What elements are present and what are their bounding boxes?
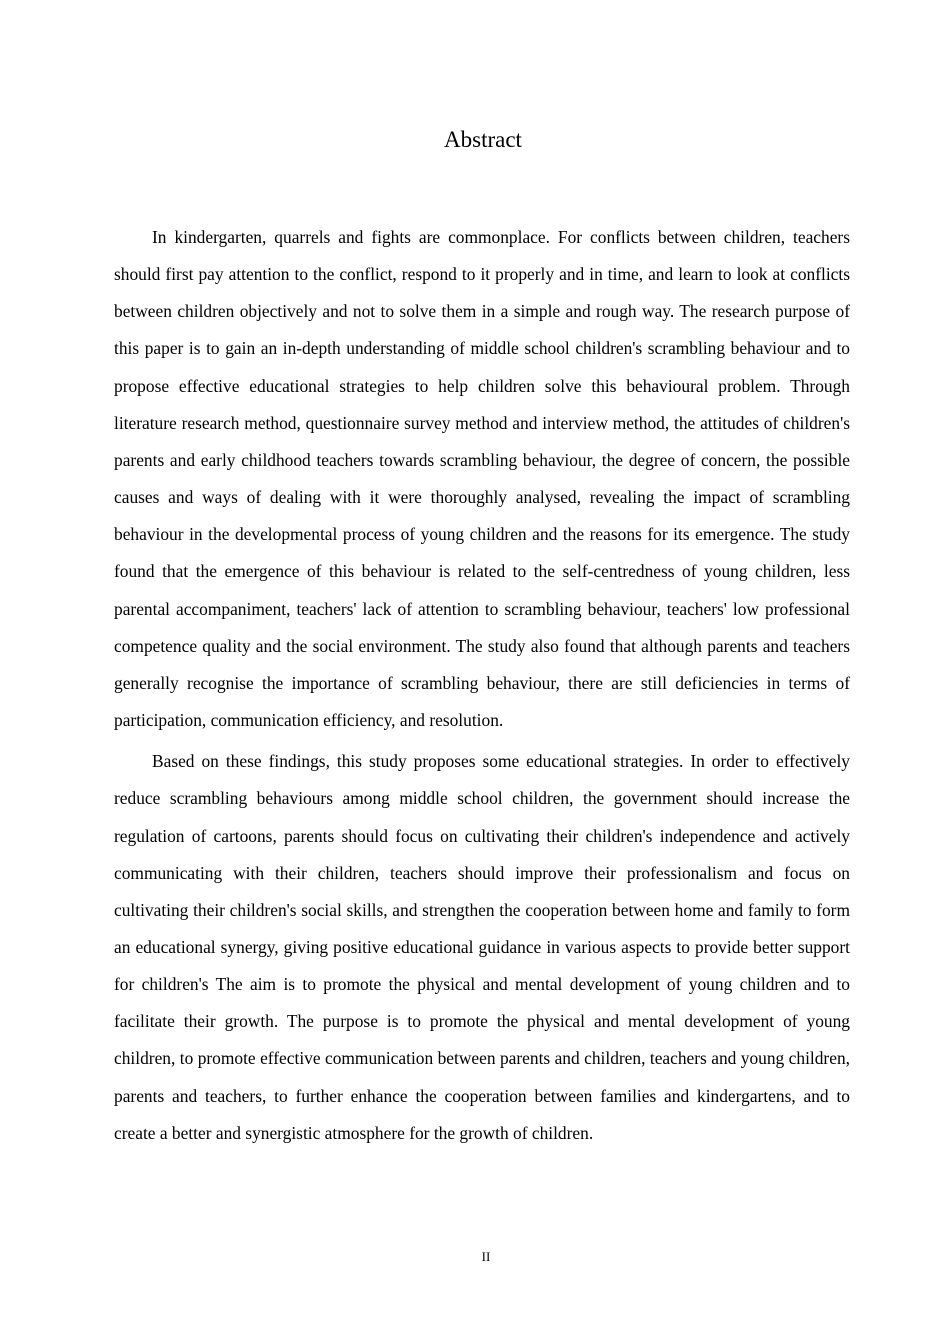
abstract-paragraph-2: Based on these findings, this study proposes some educational strategies. In order to effectively reduce scrambling behaviours among middle school children, the government should increase the regulation of cartoons, parents should focus on cultivating their children's independence and actively communicating with their children, teachers should improve their professionalism and focus on cultivating their children's social skills, and strengthen the cooperation between home and family to form an educational synergy, giving positive educational guidance in various aspects to provide better support for children's The aim is to promote the physical and mental development of young children and to facilitate their growth. The purpose is to promote the physical and mental development of young children, to promote effective communication between parents and children, teachers and young children, parents and teachers, to further enhance the cooperation between families and kindergartens, and to create a better and synergistic atmosphere for the growth of children. xyxy=(114,751,850,1143)
abstract-body xyxy=(114,219,850,1152)
abstract-title: Abstract xyxy=(444,127,522,152)
abstract-paragraph-1: In kindergarten, quarrels and fights are commonplace. For conflicts between children, teachers should first pay attention to the conflict, respond to it properly and in time, and learn to look at conflicts between children objectively and not to solve them in a simple and rough way. The research purpose of this paper is to gain an in-depth understanding of middle school children's scrambling behaviour and to propose effective educational strategies to help children solve this behavioural problem. Through literature research method, questionnaire survey method and interview method, the attitudes of children's parents and early childhood teachers towards scrambling behaviour, the degree of concern, the possible causes and ways of dealing with it were thoroughly analysed, revealing the impact of scrambling behaviour in the developmental process of young children and the reasons for its emergence. The study found that the emergence of this behaviour is related to the self-centredness of young children, less parental accompaniment, teachers' lack of attention to scrambling behaviour, teachers' low professional competence quality and the social environment. The study also found that although parents and teachers generally recognise the importance of scrambling behaviour, there are still deficiencies in terms of participation, communication efficiency, and resolution. xyxy=(114,227,850,731)
page-number: II xyxy=(481,1249,491,1264)
